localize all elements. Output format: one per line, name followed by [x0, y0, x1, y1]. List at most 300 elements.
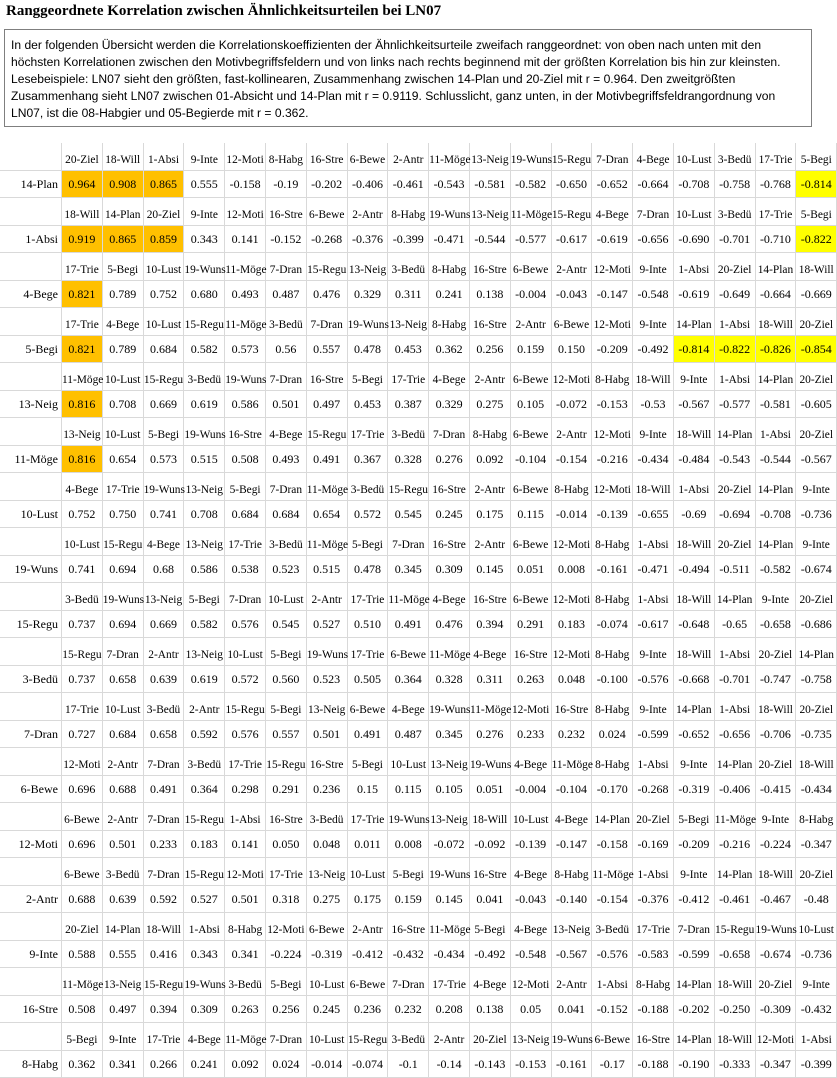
partner-name-cell[interactable]: 16-Stre — [470, 583, 511, 610]
partner-name-cell[interactable]: 14-Plan — [674, 308, 715, 335]
correlation-value-cell[interactable]: 0.789 — [103, 336, 144, 362]
correlation-value-cell[interactable]: -0.576 — [592, 941, 633, 967]
correlation-value-cell[interactable]: -0.471 — [633, 556, 674, 582]
partner-name-cell[interactable]: 18-Will — [756, 693, 797, 720]
correlation-value-cell[interactable]: -0.822 — [715, 336, 756, 362]
partner-name-cell[interactable]: 9-Inte — [674, 748, 715, 775]
correlation-value-cell[interactable]: -0.268 — [633, 776, 674, 802]
correlation-value-cell[interactable]: 0.821 — [62, 336, 103, 362]
partner-name-cell[interactable]: 13-Neig — [184, 528, 225, 555]
row-label-cell[interactable]: 9-Inte — [0, 941, 62, 967]
correlation-value-cell[interactable]: 0.367 — [348, 446, 389, 472]
partner-name-cell[interactable]: 19-Wuns — [307, 638, 348, 665]
partner-name-cell[interactable]: 11-Möge — [388, 583, 429, 610]
partner-name-cell[interactable]: 9-Inte — [633, 418, 674, 445]
partner-name-cell[interactable]: 12-Moti — [592, 308, 633, 335]
partner-name-cell[interactable]: 2-Antr — [470, 473, 511, 500]
row-label-cell[interactable]: 10-Lust — [0, 501, 62, 527]
correlation-value-cell[interactable]: 0.908 — [103, 171, 144, 197]
partner-name-cell[interactable]: 7-Dran — [307, 308, 348, 335]
correlation-value-cell[interactable]: 0.232 — [388, 996, 429, 1022]
correlation-value-cell[interactable]: -0.854 — [796, 336, 837, 362]
correlation-value-cell[interactable]: -0.154 — [552, 446, 593, 472]
partner-name-cell[interactable]: 20-Ziel — [796, 693, 837, 720]
correlation-value-cell[interactable]: -0.735 — [796, 721, 837, 747]
correlation-value-cell[interactable]: -0.139 — [592, 501, 633, 527]
partner-name-cell[interactable]: 3-Bedü — [592, 913, 633, 940]
partner-name-cell[interactable]: 7-Dran — [266, 473, 307, 500]
correlation-value-cell[interactable]: 0.343 — [184, 226, 225, 252]
partner-name-cell[interactable]: 17-Trie — [266, 858, 307, 885]
correlation-value-cell[interactable]: -0.736 — [796, 941, 837, 967]
correlation-value-cell[interactable]: 0.387 — [388, 391, 429, 417]
partner-name-cell[interactable]: 4-Bege — [62, 473, 103, 500]
correlation-value-cell[interactable]: 0.008 — [388, 831, 429, 857]
partner-name-cell[interactable]: 14-Plan — [103, 913, 144, 940]
correlation-value-cell[interactable]: 0.394 — [470, 611, 511, 637]
correlation-value-cell[interactable]: -0.652 — [674, 721, 715, 747]
correlation-value-cell[interactable]: -0.484 — [674, 446, 715, 472]
partner-name-cell[interactable]: 3-Bedü — [184, 363, 225, 390]
partner-name-cell[interactable]: 20-Ziel — [796, 308, 837, 335]
partner-name-cell[interactable]: 10-Lust — [511, 803, 552, 830]
partner-name-cell[interactable]: 7-Dran — [388, 968, 429, 995]
correlation-value-cell[interactable]: -0.599 — [633, 721, 674, 747]
partner-name-cell[interactable]: 14-Plan — [715, 418, 756, 445]
correlation-value-cell[interactable]: 0.527 — [307, 611, 348, 637]
correlation-value-cell[interactable]: -0.599 — [674, 941, 715, 967]
partner-name-cell[interactable]: 15-Regu — [184, 858, 225, 885]
partner-name-cell[interactable]: 13-Neig — [103, 968, 144, 995]
correlation-value-cell[interactable]: 0.588 — [62, 941, 103, 967]
correlation-value-cell[interactable]: -0.656 — [633, 226, 674, 252]
partner-name-cell[interactable]: 7-Dran — [103, 638, 144, 665]
partner-name-cell[interactable]: 10-Lust — [144, 253, 185, 280]
partner-name-cell[interactable]: 5-Begi — [348, 748, 389, 775]
partner-name-cell[interactable]: 8-Habg — [796, 803, 837, 830]
partner-name-cell[interactable]: 3-Bedü — [388, 1023, 429, 1050]
partner-name-cell[interactable]: 18-Will — [103, 143, 144, 170]
partner-name-cell[interactable]: 12-Moti — [62, 748, 103, 775]
correlation-value-cell[interactable]: -0.434 — [633, 446, 674, 472]
partner-name-cell[interactable]: 6-Bewe — [348, 143, 389, 170]
partner-name-cell[interactable]: 11-Möge — [225, 308, 266, 335]
correlation-value-cell[interactable]: 0.639 — [103, 886, 144, 912]
partner-name-cell[interactable]: 6-Bewe — [511, 583, 552, 610]
correlation-value-cell[interactable]: -0.412 — [348, 941, 389, 967]
correlation-value-cell[interactable]: 0.505 — [348, 666, 389, 692]
partner-name-cell[interactable]: 1-Absi — [633, 748, 674, 775]
partner-name-cell[interactable]: 19-Wuns — [103, 583, 144, 610]
partner-name-cell[interactable]: 1-Absi — [184, 913, 225, 940]
partner-name-cell[interactable]: 6-Bewe — [388, 638, 429, 665]
correlation-value-cell[interactable]: 0.865 — [144, 171, 185, 197]
row-label-cell[interactable]: 6-Bewe — [0, 776, 62, 802]
empty-cell[interactable] — [0, 363, 62, 390]
partner-name-cell[interactable]: 6-Bewe — [348, 968, 389, 995]
correlation-value-cell[interactable]: 0.56 — [266, 336, 307, 362]
partner-name-cell[interactable]: 17-Trie — [62, 308, 103, 335]
partner-name-cell[interactable]: 1-Absi — [225, 803, 266, 830]
correlation-value-cell[interactable]: 0.008 — [552, 556, 593, 582]
correlation-value-cell[interactable]: 0.669 — [144, 391, 185, 417]
partner-name-cell[interactable]: 10-Lust — [348, 858, 389, 885]
correlation-value-cell[interactable]: 0.362 — [62, 1051, 103, 1077]
empty-cell[interactable] — [0, 473, 62, 500]
partner-name-cell[interactable]: 20-Ziel — [756, 638, 797, 665]
partner-name-cell[interactable]: 20-Ziel — [715, 253, 756, 280]
correlation-value-cell[interactable]: 0.515 — [184, 446, 225, 472]
correlation-value-cell[interactable]: -0.154 — [592, 886, 633, 912]
partner-name-cell[interactable]: 16-Stre — [470, 253, 511, 280]
row-label-cell[interactable]: 14-Plan — [0, 171, 62, 197]
partner-name-cell[interactable]: 19-Wuns — [144, 473, 185, 500]
row-label-cell[interactable]: 11-Möge — [0, 446, 62, 472]
correlation-value-cell[interactable]: 0.545 — [266, 611, 307, 637]
partner-name-cell[interactable]: 7-Dran — [225, 583, 266, 610]
partner-name-cell[interactable]: 12-Moti — [552, 638, 593, 665]
partner-name-cell[interactable]: 20-Ziel — [470, 1023, 511, 1050]
partner-name-cell[interactable]: 16-Stre — [470, 308, 511, 335]
partner-name-cell[interactable]: 4-Bege — [470, 638, 511, 665]
partner-name-cell[interactable]: 11-Möge — [715, 803, 756, 830]
correlation-value-cell[interactable]: -0.581 — [756, 391, 797, 417]
correlation-value-cell[interactable]: 0.964 — [62, 171, 103, 197]
correlation-value-cell[interactable]: 0.345 — [429, 721, 470, 747]
correlation-value-cell[interactable]: 0.011 — [348, 831, 389, 857]
partner-name-cell[interactable]: 3-Bedü — [307, 803, 348, 830]
correlation-value-cell[interactable]: -0.674 — [756, 941, 797, 967]
correlation-value-cell[interactable]: -0.072 — [552, 391, 593, 417]
correlation-value-cell[interactable]: -0.461 — [715, 886, 756, 912]
partner-name-cell[interactable]: 12-Moti — [552, 583, 593, 610]
correlation-value-cell[interactable]: -0.147 — [552, 831, 593, 857]
partner-name-cell[interactable]: 2-Antr — [470, 363, 511, 390]
correlation-value-cell[interactable]: -0.309 — [756, 996, 797, 1022]
partner-name-cell[interactable]: 4-Bege — [470, 968, 511, 995]
partner-name-cell[interactable]: 1-Absi — [715, 638, 756, 665]
partner-name-cell[interactable]: 5-Begi — [144, 418, 185, 445]
partner-name-cell[interactable]: 16-Stre — [552, 693, 593, 720]
partner-name-cell[interactable]: 19-Wuns — [552, 1023, 593, 1050]
partner-name-cell[interactable]: 5-Begi — [266, 968, 307, 995]
partner-name-cell[interactable]: 14-Plan — [674, 968, 715, 995]
partner-name-cell[interactable]: 20-Ziel — [633, 803, 674, 830]
correlation-value-cell[interactable]: -0.415 — [756, 776, 797, 802]
correlation-value-cell[interactable]: 0.688 — [103, 776, 144, 802]
partner-name-cell[interactable]: 20-Ziel — [756, 748, 797, 775]
partner-name-cell[interactable]: 14-Plan — [756, 363, 797, 390]
correlation-value-cell[interactable]: -0.619 — [674, 281, 715, 307]
correlation-value-cell[interactable]: -0.434 — [796, 776, 837, 802]
correlation-value-cell[interactable]: -0.406 — [715, 776, 756, 802]
correlation-value-cell[interactable]: 0.582 — [184, 336, 225, 362]
correlation-value-cell[interactable]: 0.291 — [511, 611, 552, 637]
correlation-value-cell[interactable]: -0.768 — [756, 171, 797, 197]
partner-name-cell[interactable]: 1-Absi — [633, 858, 674, 885]
partner-name-cell[interactable]: 6-Bewe — [511, 528, 552, 555]
partner-name-cell[interactable]: 15-Regu — [103, 528, 144, 555]
row-label-cell[interactable]: 15-Regu — [0, 611, 62, 637]
correlation-value-cell[interactable]: 0.510 — [348, 611, 389, 637]
correlation-value-cell[interactable]: -0.043 — [552, 281, 593, 307]
correlation-value-cell[interactable]: -0.153 — [592, 391, 633, 417]
correlation-value-cell[interactable]: -0.619 — [592, 226, 633, 252]
partner-name-cell[interactable]: 20-Ziel — [62, 143, 103, 170]
correlation-value-cell[interactable]: 0.493 — [225, 281, 266, 307]
correlation-value-cell[interactable]: -0.158 — [225, 171, 266, 197]
partner-name-cell[interactable]: 13-Neig — [184, 473, 225, 500]
correlation-value-cell[interactable]: -0.224 — [266, 941, 307, 967]
partner-name-cell[interactable]: 7-Dran — [144, 748, 185, 775]
correlation-value-cell[interactable]: 0.582 — [184, 611, 225, 637]
correlation-value-cell[interactable]: 0.138 — [470, 281, 511, 307]
partner-name-cell[interactable]: 3-Bedü — [225, 968, 266, 995]
partner-name-cell[interactable]: 11-Möge — [429, 638, 470, 665]
partner-name-cell[interactable]: 9-Inte — [796, 968, 837, 995]
partner-name-cell[interactable]: 7-Dran — [144, 858, 185, 885]
correlation-value-cell[interactable]: 0.573 — [225, 336, 266, 362]
correlation-value-cell[interactable]: 0.275 — [307, 886, 348, 912]
correlation-value-cell[interactable]: -0.548 — [511, 941, 552, 967]
partner-name-cell[interactable]: 9-Inte — [674, 858, 715, 885]
correlation-value-cell[interactable]: 0.345 — [388, 556, 429, 582]
partner-name-cell[interactable]: 9-Inte — [633, 308, 674, 335]
partner-name-cell[interactable]: 10-Lust — [307, 968, 348, 995]
correlation-value-cell[interactable]: -0.814 — [796, 171, 837, 197]
partner-name-cell[interactable]: 6-Bewe — [62, 803, 103, 830]
correlation-value-cell[interactable]: 0.311 — [470, 666, 511, 692]
correlation-value-cell[interactable]: -0.074 — [348, 1051, 389, 1077]
partner-name-cell[interactable]: 4-Bege — [633, 143, 674, 170]
partner-name-cell[interactable]: 4-Bege — [429, 583, 470, 610]
correlation-value-cell[interactable]: -0.412 — [674, 886, 715, 912]
correlation-value-cell[interactable]: 0.050 — [266, 831, 307, 857]
partner-name-cell[interactable]: 8-Habg — [429, 308, 470, 335]
correlation-value-cell[interactable]: -0.649 — [715, 281, 756, 307]
partner-name-cell[interactable]: 2-Antr — [429, 1023, 470, 1050]
correlation-value-cell[interactable]: -0.581 — [470, 171, 511, 197]
partner-name-cell[interactable]: 13-Neig — [511, 1023, 552, 1050]
correlation-value-cell[interactable]: 0.694 — [103, 611, 144, 637]
correlation-value-cell[interactable]: 0.05 — [511, 996, 552, 1022]
partner-name-cell[interactable]: 1-Absi — [674, 253, 715, 280]
row-label-cell[interactable]: 13-Neig — [0, 391, 62, 417]
correlation-value-cell[interactable]: 0.752 — [144, 281, 185, 307]
partner-name-cell[interactable]: 13-Neig — [429, 803, 470, 830]
partner-name-cell[interactable]: 6-Bewe — [511, 473, 552, 500]
partner-name-cell[interactable]: 14-Plan — [796, 638, 837, 665]
correlation-value-cell[interactable]: 0.523 — [266, 556, 307, 582]
partner-name-cell[interactable]: 6-Bewe — [511, 253, 552, 280]
correlation-value-cell[interactable]: 0.576 — [225, 721, 266, 747]
partner-name-cell[interactable]: 7-Dran — [388, 528, 429, 555]
correlation-value-cell[interactable]: 0.183 — [184, 831, 225, 857]
correlation-value-cell[interactable]: -0.072 — [429, 831, 470, 857]
partner-name-cell[interactable]: 18-Will — [756, 308, 797, 335]
correlation-value-cell[interactable]: -0.814 — [674, 336, 715, 362]
partner-name-cell[interactable]: 3-Bedü — [62, 583, 103, 610]
partner-name-cell[interactable]: 11-Möge — [552, 748, 593, 775]
partner-name-cell[interactable]: 20-Ziel — [796, 363, 837, 390]
partner-name-cell[interactable]: 20-Ziel — [756, 968, 797, 995]
empty-cell[interactable] — [0, 858, 62, 885]
correlation-value-cell[interactable]: -0.170 — [592, 776, 633, 802]
correlation-value-cell[interactable]: -0.701 — [715, 226, 756, 252]
partner-name-cell[interactable]: 10-Lust — [62, 528, 103, 555]
correlation-value-cell[interactable]: 0.737 — [62, 611, 103, 637]
partner-name-cell[interactable]: 2-Antr — [103, 803, 144, 830]
partner-name-cell[interactable]: 2-Antr — [552, 418, 593, 445]
partner-name-cell[interactable]: 8-Habg — [225, 913, 266, 940]
correlation-value-cell[interactable]: 0.048 — [552, 666, 593, 692]
partner-name-cell[interactable]: 13-Neig — [470, 143, 511, 170]
partner-name-cell[interactable]: 19-Wuns — [511, 143, 552, 170]
partner-name-cell[interactable]: 18-Will — [796, 253, 837, 280]
partner-name-cell[interactable]: 16-Stre — [307, 748, 348, 775]
correlation-value-cell[interactable]: 0.141 — [225, 226, 266, 252]
correlation-value-cell[interactable]: -0.347 — [796, 831, 837, 857]
partner-name-cell[interactable]: 11-Möge — [511, 198, 552, 225]
partner-name-cell[interactable]: 14-Plan — [715, 583, 756, 610]
correlation-value-cell[interactable]: -0.65 — [715, 611, 756, 637]
partner-name-cell[interactable]: 2-Antr — [388, 143, 429, 170]
partner-name-cell[interactable]: 19-Wuns — [388, 803, 429, 830]
correlation-value-cell[interactable]: -0.710 — [756, 226, 797, 252]
correlation-value-cell[interactable]: -0.658 — [756, 611, 797, 637]
correlation-value-cell[interactable]: 0.919 — [62, 226, 103, 252]
partner-name-cell[interactable]: 7-Dran — [592, 143, 633, 170]
correlation-value-cell[interactable]: 0.362 — [429, 336, 470, 362]
empty-cell[interactable] — [0, 528, 62, 555]
empty-cell[interactable] — [0, 913, 62, 940]
correlation-value-cell[interactable]: 0.298 — [225, 776, 266, 802]
correlation-value-cell[interactable]: 0.487 — [266, 281, 307, 307]
partner-name-cell[interactable]: 4-Bege — [266, 418, 307, 445]
partner-name-cell[interactable]: 8-Habg — [470, 418, 511, 445]
partner-name-cell[interactable]: 12-Moti — [592, 473, 633, 500]
correlation-value-cell[interactable]: -0.140 — [552, 886, 593, 912]
correlation-value-cell[interactable]: -0.69 — [674, 501, 715, 527]
partner-name-cell[interactable]: 2-Antr — [470, 528, 511, 555]
partner-name-cell[interactable]: 1-Absi — [796, 1023, 837, 1050]
correlation-value-cell[interactable]: -0.492 — [633, 336, 674, 362]
correlation-value-cell[interactable]: -0.701 — [715, 666, 756, 692]
correlation-value-cell[interactable]: 0.741 — [62, 556, 103, 582]
partner-name-cell[interactable]: 9-Inte — [796, 473, 837, 500]
partner-name-cell[interactable]: 9-Inte — [756, 583, 797, 610]
correlation-value-cell[interactable]: 0.501 — [307, 721, 348, 747]
correlation-value-cell[interactable]: 0.491 — [388, 611, 429, 637]
partner-name-cell[interactable]: 4-Bege — [184, 1023, 225, 1050]
partner-name-cell[interactable]: 3-Bedü — [266, 308, 307, 335]
partner-name-cell[interactable]: 20-Ziel — [715, 473, 756, 500]
correlation-value-cell[interactable]: 0.041 — [470, 886, 511, 912]
partner-name-cell[interactable]: 18-Will — [144, 913, 185, 940]
correlation-value-cell[interactable]: -0.014 — [307, 1051, 348, 1077]
correlation-value-cell[interactable]: -0.19 — [266, 171, 307, 197]
partner-name-cell[interactable]: 10-Lust — [103, 693, 144, 720]
correlation-value-cell[interactable]: 0.576 — [225, 611, 266, 637]
correlation-value-cell[interactable]: -0.190 — [674, 1051, 715, 1077]
partner-name-cell[interactable]: 20-Ziel — [715, 528, 756, 555]
partner-name-cell[interactable]: 1-Absi — [674, 473, 715, 500]
empty-cell[interactable] — [0, 308, 62, 335]
partner-name-cell[interactable]: 16-Stre — [470, 858, 511, 885]
correlation-value-cell[interactable]: -0.216 — [715, 831, 756, 857]
correlation-value-cell[interactable]: 0.364 — [184, 776, 225, 802]
correlation-value-cell[interactable]: -0.511 — [715, 556, 756, 582]
row-label-cell[interactable]: 2-Antr — [0, 886, 62, 912]
correlation-value-cell[interactable]: -0.14 — [429, 1051, 470, 1077]
correlation-value-cell[interactable]: -0.664 — [633, 171, 674, 197]
row-label-cell[interactable]: 19-Wuns — [0, 556, 62, 582]
correlation-value-cell[interactable]: -0.494 — [674, 556, 715, 582]
partner-name-cell[interactable]: 12-Moti — [592, 418, 633, 445]
partner-name-cell[interactable]: 19-Wuns — [470, 748, 511, 775]
partner-name-cell[interactable]: 15-Regu — [184, 803, 225, 830]
partner-name-cell[interactable]: 16-Stre — [307, 363, 348, 390]
correlation-value-cell[interactable]: 0.150 — [552, 336, 593, 362]
partner-name-cell[interactable]: 16-Stre — [388, 913, 429, 940]
partner-name-cell[interactable]: 13-Neig — [62, 418, 103, 445]
partner-name-cell[interactable]: 4-Bege — [511, 748, 552, 775]
correlation-value-cell[interactable]: -0.153 — [511, 1051, 552, 1077]
partner-name-cell[interactable]: 11-Möge — [225, 1023, 266, 1050]
partner-name-cell[interactable]: 11-Möge — [470, 693, 511, 720]
partner-name-cell[interactable]: 17-Trie — [348, 638, 389, 665]
partner-name-cell[interactable]: 1-Absi — [633, 583, 674, 610]
partner-name-cell[interactable]: 12-Moti — [225, 858, 266, 885]
correlation-value-cell[interactable]: 0.15 — [348, 776, 389, 802]
partner-name-cell[interactable]: 5-Begi — [103, 253, 144, 280]
correlation-value-cell[interactable]: -0.708 — [756, 501, 797, 527]
correlation-value-cell[interactable]: 0.487 — [388, 721, 429, 747]
correlation-value-cell[interactable]: 0.555 — [184, 171, 225, 197]
partner-name-cell[interactable]: 16-Stre — [511, 638, 552, 665]
partner-name-cell[interactable]: 4-Bege — [429, 363, 470, 390]
partner-name-cell[interactable]: 12-Moti — [266, 913, 307, 940]
partner-name-cell[interactable]: 14-Plan — [756, 528, 797, 555]
correlation-value-cell[interactable]: -0.53 — [633, 391, 674, 417]
partner-name-cell[interactable]: 17-Trie — [348, 583, 389, 610]
partner-name-cell[interactable]: 12-Moti — [511, 693, 552, 720]
correlation-value-cell[interactable]: -0.617 — [633, 611, 674, 637]
correlation-value-cell[interactable]: -0.104 — [511, 446, 552, 472]
correlation-value-cell[interactable]: -0.333 — [715, 1051, 756, 1077]
correlation-value-cell[interactable]: 0.708 — [184, 501, 225, 527]
correlation-value-cell[interactable]: 0.092 — [470, 446, 511, 472]
partner-name-cell[interactable]: 18-Will — [674, 418, 715, 445]
partner-name-cell[interactable]: 1-Absi — [633, 528, 674, 555]
partner-name-cell[interactable]: 20-Ziel — [796, 418, 837, 445]
partner-name-cell[interactable]: 8-Habg — [266, 143, 307, 170]
correlation-value-cell[interactable]: 0.263 — [511, 666, 552, 692]
correlation-value-cell[interactable]: -0.100 — [592, 666, 633, 692]
partner-name-cell[interactable]: 8-Habg — [592, 583, 633, 610]
correlation-value-cell[interactable]: -0.139 — [511, 831, 552, 857]
correlation-value-cell[interactable]: -0.664 — [756, 281, 797, 307]
correlation-value-cell[interactable]: 0.453 — [348, 391, 389, 417]
correlation-value-cell[interactable]: 0.816 — [62, 391, 103, 417]
correlation-value-cell[interactable]: -0.658 — [715, 941, 756, 967]
partner-name-cell[interactable]: 16-Stre — [266, 803, 307, 830]
correlation-value-cell[interactable]: 0.309 — [429, 556, 470, 582]
correlation-value-cell[interactable]: -0.268 — [307, 226, 348, 252]
partner-name-cell[interactable]: 19-Wuns — [429, 198, 470, 225]
correlation-value-cell[interactable]: -0.376 — [348, 226, 389, 252]
correlation-value-cell[interactable]: 0.309 — [184, 996, 225, 1022]
